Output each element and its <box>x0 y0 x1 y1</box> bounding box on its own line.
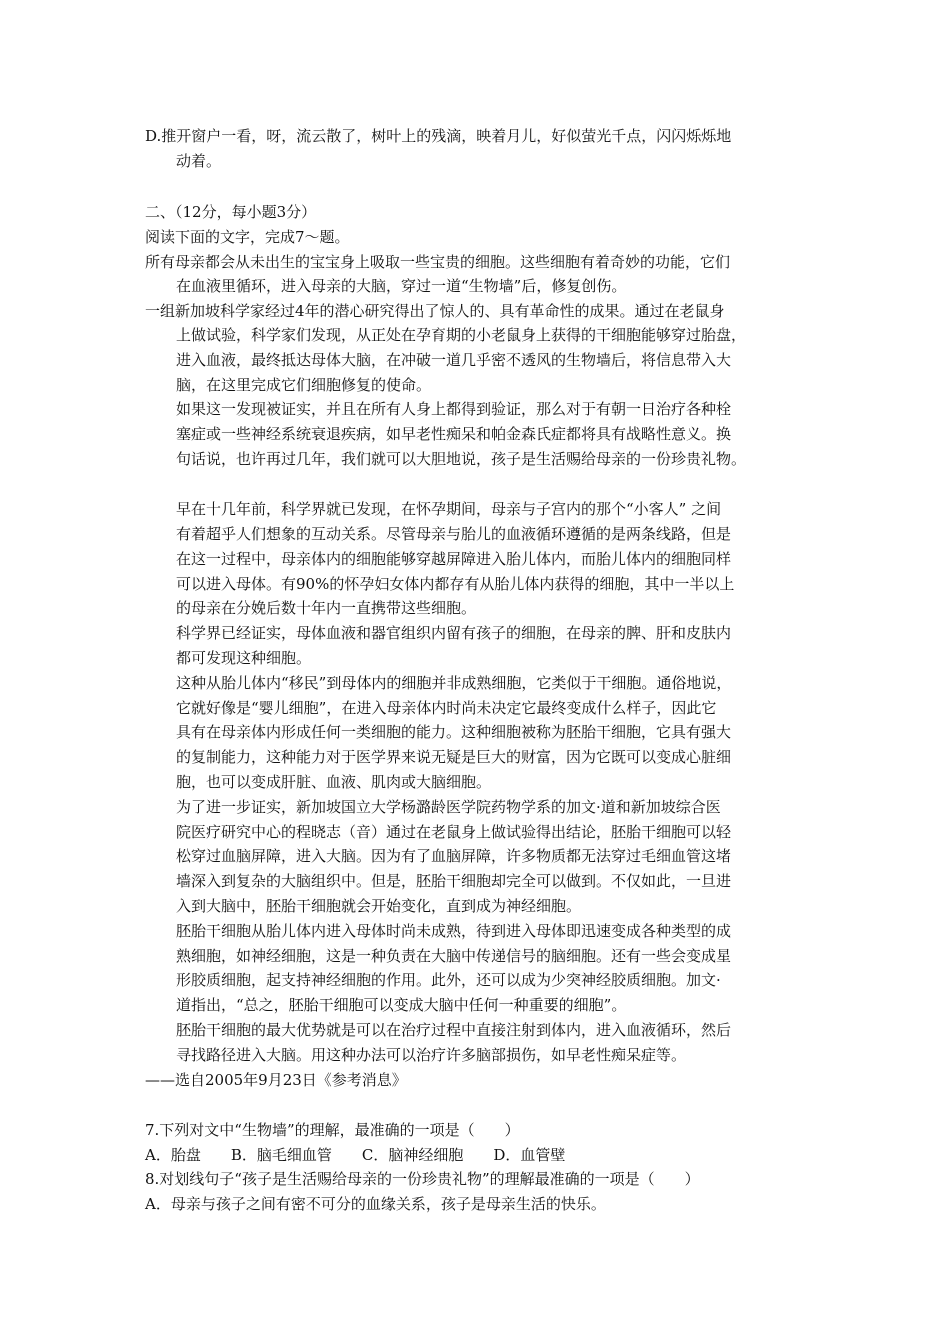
text-line: D.推开窗户一看，呀，流云散了，树叶上的残滴，映着月儿，好似萤光千点，闪闪烁烁地 <box>145 127 732 145</box>
text-line: 为了进一步证实，新加坡国立大学杨潞龄医学院药物学系的加文·道和新加坡综合医 <box>176 798 721 816</box>
text-line: 形胶质细胞，起支持神经细胞的作用。此外，还可以成为少突神经胶质细胞。加文· <box>176 971 721 989</box>
text-line: A．母亲与孩子之间有密不可分的血缘关系，孩子是母亲生活的快乐。 <box>145 1195 606 1213</box>
text-line: 如果这一发现被证实，并且在所有人身上都得到验证，那么对于有朝一日治疗各种栓 <box>176 400 732 418</box>
text-line: 寻找路径进入大脑。用这种办法可以治疗许多脑部损伤，如早老性痴呆症等。 <box>176 1046 687 1064</box>
text-line: 塞症或一些神经系统衰退疾病，如早老性痴呆和帕金森氏症都将具有战略性意义。换 <box>176 425 732 443</box>
text-line: 上做试验，科学家们发现，从正处在孕育期的小老鼠身上获得的干细胞能够穿过胎盘， <box>176 326 747 344</box>
text-line: 的复制能力，这种能力对于医学界来说无疑是巨大的财富，因为它既可以变成心脏细 <box>176 748 732 766</box>
text-line: 胚胎干细胞从胎儿体内进入母体时尚未成熟，待到进入母体即迅速变成各种类型的成 <box>176 922 732 940</box>
text-line: 动着。 <box>176 152 222 170</box>
text-line: 胞，也可以变成肝脏、血液、肌肉或大脑细胞。 <box>176 773 492 791</box>
text-line: 都可发现这种细胞。 <box>176 649 312 667</box>
text-line: 可以进入母体。有90%的怀孕妇女体内都存有从胎儿体内获得的细胞，其中一半以上 <box>176 575 735 593</box>
text-line: 句话说，也许再过几年，我们就可以大胆地说，孩子是生活赐给母亲的一份珍贵礼物。 <box>176 450 747 468</box>
text-line: 阅读下面的文字，完成7～题。 <box>145 228 350 246</box>
text-line: 一组新加坡科学家经过4年的潜心研究得出了惊人的、具有革命性的成果。通过在老鼠身 <box>145 302 725 320</box>
text-line: ——选自2005年9月23日《参考消息》 <box>145 1071 407 1089</box>
text-line: 8.对划线句子“孩子是生活赐给母亲的一份珍贵礼物”的理解最准确的一项是（ ） <box>145 1170 700 1188</box>
text-line: 在血液里循环，进入母亲的大脑，穿过一道“生物墙”后，修复创伤。 <box>176 277 627 295</box>
text-line: 所有母亲都会从未出生的宝宝身上吸取一些宝贵的细胞。这些细胞有着奇妙的功能，它们 <box>145 253 731 271</box>
text-line: 在这一过程中，母亲体内的细胞能够穿越屏障进入胎儿体内，而胎儿体内的细胞同样 <box>176 550 732 568</box>
text-line: 二、（12分，每小题3分） <box>145 203 317 221</box>
text-line: 它就好像是“婴儿细胞”，在进入母亲体内时尚未决定它最终变成什么样子，因此它 <box>176 699 717 717</box>
text-line: 有着超乎人们想象的互动关系。尽管母亲与胎儿的血液循环遵循的是两条线路，但是 <box>176 525 732 543</box>
text-line: 进入血液，最终抵达母体大脑，在冲破一道几乎密不透风的生物墙后，将信息带入大 <box>176 351 732 369</box>
text-line: A．胎盘 B．脑毛细血管 C．脑神经细胞 D．血管壁 <box>145 1146 566 1164</box>
text-line: 道指出，“总之，胚胎干细胞可以变成大脑中任何一种重要的细胞”。 <box>176 996 627 1014</box>
text-line: 这种从胎儿体内“移民”到母体内的细胞并非成熟细胞，它类似于干细胞。通俗地说， <box>176 674 732 692</box>
text-line: 具有在母亲体内形成任何一类细胞的能力。这种细胞被称为胚胎干细胞，它具有强大 <box>176 723 732 741</box>
text-line: 墙深入到复杂的大脑组织中。但是，胚胎干细胞却完全可以做到。不仅如此，一旦进 <box>176 872 732 890</box>
text-line: 科学界已经证实，母体血液和器官组织内留有孩子的细胞，在母亲的脾、肝和皮肤内 <box>176 624 732 642</box>
text-line: 熟细胞，如神经细胞，这是一种负责在大脑中传递信号的脑细胞。还有一些会变成星 <box>176 947 732 965</box>
text-line: 院医疗研究中心的程晓志（音）通过在老鼠身上做试验得出结论，胚胎干细胞可以轻 <box>176 823 732 841</box>
text-line: 入到大脑中，胚胎干细胞就会开始变化，直到成为神经细胞。 <box>176 897 582 915</box>
text-line: 早在十几年前，科学界就已发现，在怀孕期间，母亲与子宫内的那个“小客人” 之间 <box>176 500 722 518</box>
text-line: 7.下列对文中“生物墙”的理解，最准确的一项是（ ） <box>145 1121 520 1139</box>
text-line: 脑，在这里完成它们细胞修复的使命。 <box>176 376 432 394</box>
text-line: 松穿过血脑屏障，进入大脑。因为有了血脑屏障，许多物质都无法穿过毛细血管这堵 <box>176 847 732 865</box>
text-line: 的母亲在分娩后数十年内一直携带这些细胞。 <box>176 599 477 617</box>
text-line: 胚胎干细胞的最大优势就是可以在治疗过程中直接注射到体内，进入血液循环，然后 <box>176 1021 732 1039</box>
